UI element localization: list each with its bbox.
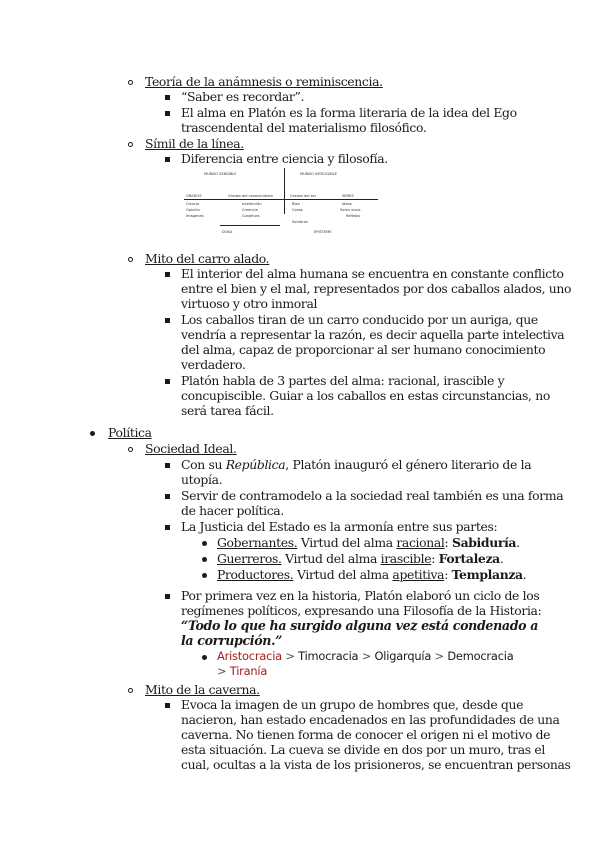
- figure-cell: Intelección: [242, 202, 262, 206]
- hollow-bullet-icon: [128, 142, 133, 147]
- figure-header-rule: [184, 199, 378, 200]
- sociedad-bullet-2-line-2: de hacer política.: [181, 503, 284, 518]
- carro-bullet-2-line-3: del alma, capaz de proporcionar al ser humano conocimiento: [181, 342, 546, 357]
- figure-cell: Reflejos: [346, 214, 361, 218]
- carro-heading: Mito del carro alado.: [145, 251, 270, 266]
- caverna-line-3: caverna. No tienen forma de conocer el origen ni el motivo de: [181, 727, 551, 742]
- sociedad-bullet-4-line-1: Por primera vez en la historia, Platón elaboró un ciclo de los: [181, 588, 540, 603]
- filled-bullet-icon: [202, 557, 207, 562]
- hollow-bullet-icon: [128, 257, 133, 262]
- anamnesis-heading: Teoría de la anámnesis o reminiscencia.: [145, 74, 383, 89]
- square-bullet-icon: [165, 379, 170, 384]
- carro-bullet-2-line-1: Los caballos tiran de un carro conducido por un auriga, que: [181, 312, 538, 327]
- gobernantes-item: Gobernantes. Virtud del alma racional: Sabiduría.: [217, 535, 520, 550]
- regime-tirania: Tiranía: [229, 664, 268, 678]
- hollow-bullet-icon: [128, 447, 133, 452]
- carro-bullet-2-line-2: vendría a representar la razón, es decir aquella parte intelectiva: [181, 327, 565, 342]
- arrow-icon: >: [361, 649, 372, 663]
- figure-col-2: Grados del conocimiento: [228, 194, 273, 198]
- carro-bullet-2-line-4: verdadero.: [181, 357, 246, 372]
- figure-head-left: MUNDO SENSIBLE: [204, 172, 237, 176]
- regimes-cycle-line-2: [217, 664, 267, 679]
- carro-bullet-3-line-1: Platón habla de 3 partes del alma: racional, irascible y: [181, 373, 505, 388]
- regimes-cycle: [217, 649, 514, 664]
- sociedad-heading: Sociedad Ideal.: [145, 441, 237, 456]
- regime-oligarquia: Oligarquía: [374, 649, 432, 663]
- sociedad-bullet-2-line-1: Servir de contramodelo a la sociedad real también es una forma: [181, 488, 564, 503]
- square-bullet-icon: [165, 157, 170, 162]
- sociedad-bullet-1-line-1: Con su República, Platón inauguró el género literario de la: [181, 457, 532, 472]
- caverna-line-1: Evoca la imagen de un grupo de hombres que, desde que: [181, 697, 524, 712]
- sociedad-bullet-4-line-2: regímenes políticos, expresando una Filosofía de la Historia:: [181, 603, 542, 618]
- square-bullet-icon: [165, 95, 170, 100]
- arrow-icon: >: [285, 649, 295, 663]
- filled-bullet-icon: [90, 431, 95, 436]
- carro-bullet-1-line-1: El interior del alma humana se encuentra en constante conflicto: [181, 266, 564, 281]
- productores-item: Productores. Virtud del alma apetitiva: Templanza.: [217, 567, 527, 582]
- quote-line-2: la corrupción.”: [181, 633, 283, 648]
- caverna-line-5: cual, ocultas a la vista de los prisioneros, se encuentran personas: [181, 757, 571, 772]
- regime-timocracia: Timocracia: [298, 649, 359, 663]
- figure-foot-right: EPISTEME: [314, 230, 332, 234]
- anamnesis-bullet-2-line-2: trascendental del materialismo filosófico.: [181, 120, 427, 135]
- figure-cell: Creencia: [242, 208, 258, 212]
- square-bullet-icon: [165, 111, 170, 116]
- hollow-bullet-icon: [128, 688, 133, 693]
- figure-cell: Opinión: [186, 208, 200, 212]
- carro-bullet-1-line-2: entre el bien y el mal, representados por dos caballos alados, uno: [181, 281, 572, 296]
- linea-figure: [180, 168, 380, 244]
- carro-bullet-3-line-3: será tarea fácil.: [181, 403, 274, 418]
- square-bullet-icon: [165, 318, 170, 323]
- figure-foot-left: DOXA: [222, 230, 233, 234]
- filled-bullet-icon: [202, 573, 207, 578]
- linea-heading: Símil de la línea.: [145, 136, 244, 151]
- anamnesis-bullet-2-line-1: El alma en Platón es la forma literaria de la idea del Ego: [181, 105, 517, 120]
- hollow-bullet-icon: [128, 80, 133, 85]
- caverna-line-4: esta situación. La cueva se divide en dos por un muro, tras el: [181, 742, 545, 757]
- arrow-icon: >: [434, 649, 444, 663]
- figure-footer-rule: [220, 225, 280, 226]
- anamnesis-bullet-1: “Saber es recordar”.: [181, 89, 305, 104]
- square-bullet-icon: [165, 594, 170, 599]
- politica-heading: Política: [108, 425, 152, 440]
- regime-aristocracia: Aristocracia: [217, 649, 282, 663]
- square-bullet-icon: [165, 463, 170, 468]
- figure-cell: Seres vivos: [340, 208, 361, 212]
- figure-cell: Conjetura: [242, 214, 260, 218]
- caverna-line-2: nacieron, han estado encadenados en las profundidades de una: [181, 712, 560, 727]
- square-bullet-icon: [165, 272, 170, 277]
- figure-cell: Bien: [292, 202, 300, 206]
- arrow-icon: >: [217, 664, 227, 678]
- regime-democracia: Democracia: [447, 649, 514, 663]
- figure-head-right: MUNDO INTELIGIBLE: [300, 172, 338, 176]
- figure-vertical-divider: [284, 168, 285, 214]
- carro-bullet-3-line-2: concupiscible. Guiar a los caballos en estas circunstancias, no: [181, 388, 550, 403]
- figure-col-4: SERES: [342, 194, 354, 198]
- filled-bullet-icon: [202, 541, 207, 546]
- square-bullet-icon: [165, 525, 170, 530]
- linea-bullet-1: Diferencia entre ciencia y filosofía.: [181, 151, 388, 166]
- figure-cell: Imágenes: [186, 214, 204, 218]
- sociedad-bullet-1-line-2: utopía.: [181, 472, 223, 487]
- square-bullet-icon: [165, 494, 170, 499]
- guerreros-item: Guerreros. Virtud del alma irascible: Fortaleza.: [217, 551, 504, 566]
- figure-col-1: GRADOS: [186, 194, 202, 198]
- filled-bullet-icon: [202, 655, 207, 660]
- figure-cell: Sombras: [292, 220, 308, 224]
- carro-bullet-1-line-3: virtuoso y otro inmoral: [181, 296, 318, 311]
- sociedad-bullet-3: La Justicia del Estado es la armonía entre sus partes:: [181, 519, 498, 534]
- figure-col-3: Grados del ser: [290, 194, 317, 198]
- figure-cell: Ideas: [342, 202, 352, 206]
- figure-cell: Cosas: [292, 208, 303, 212]
- quote-line-1: “Todo lo que ha surgido alguna vez está condenado a: [181, 618, 539, 633]
- figure-cell: Ciencia: [186, 202, 200, 206]
- square-bullet-icon: [165, 703, 170, 708]
- caverna-heading: Mito de la caverna.: [145, 682, 260, 697]
